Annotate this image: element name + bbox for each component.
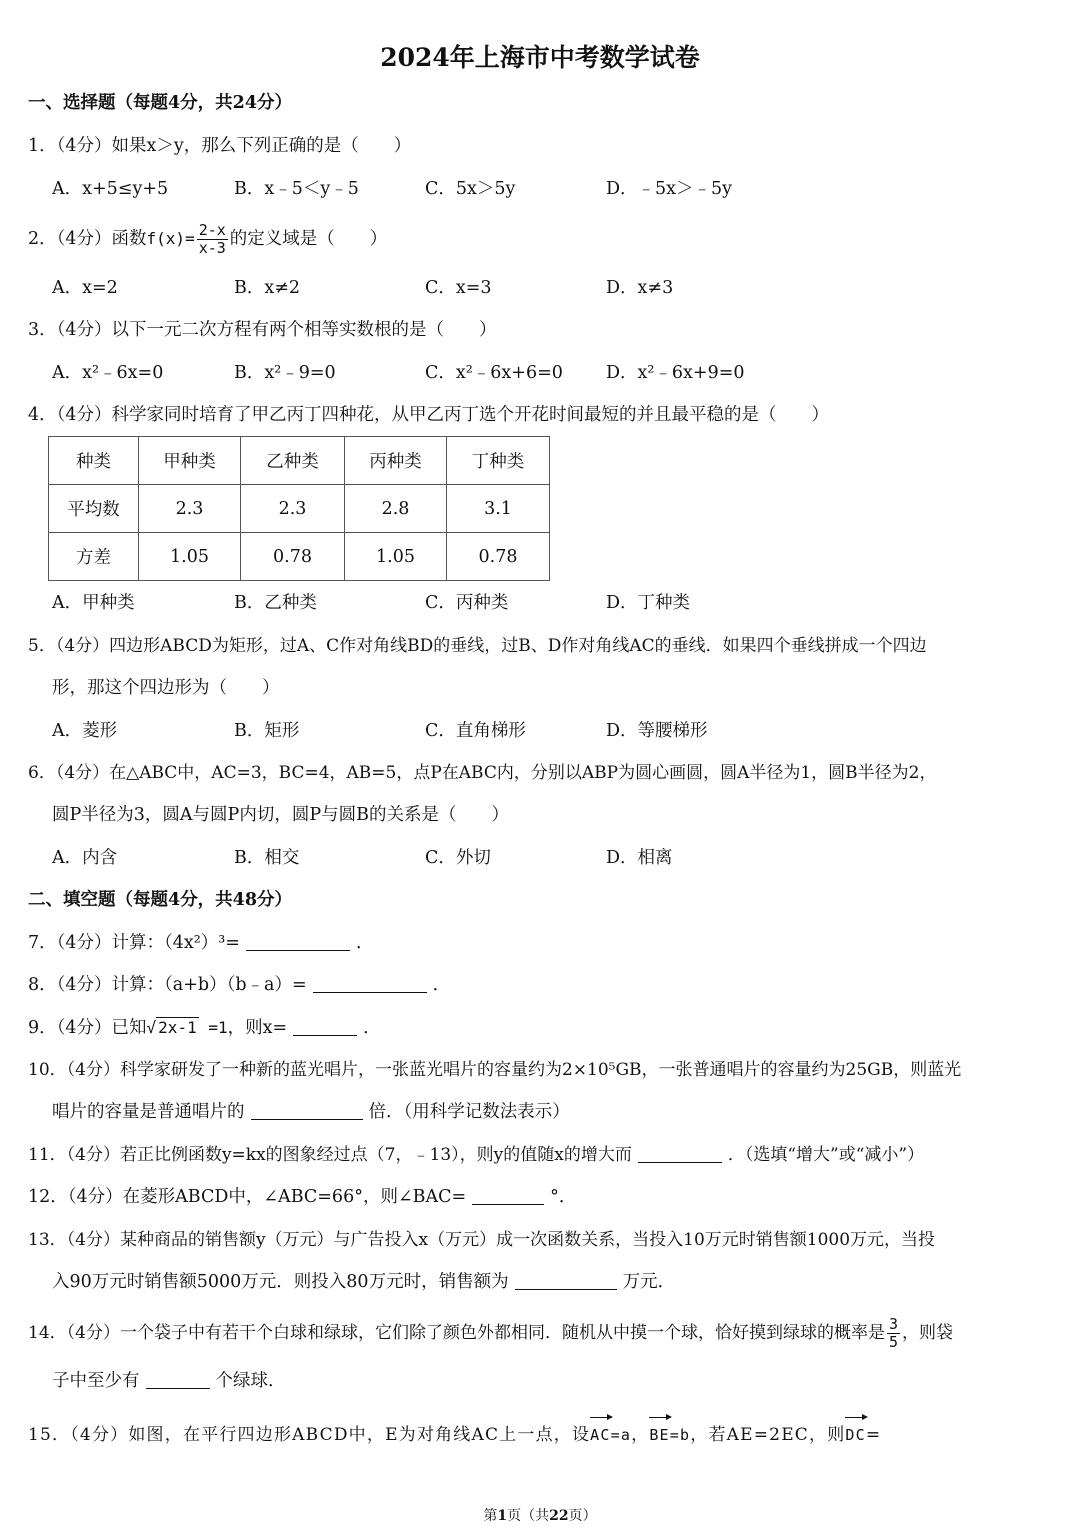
q5-option-c: C．直角梯形 xyxy=(425,721,526,741)
question-10-line-1: 10．（4分）科学家研发了一种新的蓝光唱片，一张蓝光唱片的容量约为2×10⁵GB，一张普通唱片的容量约为25GB，则蓝光 xyxy=(28,1060,962,1080)
q13-text: 入90万元时销售额5000万元．则投入80万元时，销售额为 xyxy=(52,1272,509,1292)
table-cell: 3.1 xyxy=(447,485,550,533)
q9-equals-one: =1 xyxy=(198,1018,228,1037)
q14-end: 个绿球． xyxy=(215,1371,286,1391)
q12-end: °． xyxy=(550,1187,577,1207)
q10-answer-blank[interactable] xyxy=(251,1101,363,1120)
table-cell: 0.78 xyxy=(447,533,550,581)
q2-option-c: C．x=3 xyxy=(425,278,492,298)
table-cell: 0.78 xyxy=(241,533,345,581)
vector-arrow-icon xyxy=(845,1417,865,1424)
q2-fraction-denominator: x-3 xyxy=(198,239,226,257)
table-row xyxy=(49,533,550,581)
q14-text: 14．（4分）一个袋子中有若干个白球和绿球，它们除了颜色外都相同．随机从中摸一个球，恰好摸到绿球的概率是 xyxy=(28,1323,885,1343)
table-header-cell: 甲种类 xyxy=(139,437,241,485)
q13-end: 万元． xyxy=(622,1272,676,1292)
vector-arrow-icon xyxy=(649,1417,669,1424)
q9-end: ． xyxy=(363,1018,381,1038)
table-header-cell: 种类 xyxy=(49,437,139,485)
q7-end: ． xyxy=(355,933,374,953)
q11-answer-blank[interactable] xyxy=(638,1144,722,1163)
q3-option-b: B．x²﹣9=0 xyxy=(234,363,336,383)
section-heading-choice: 一、选择题（每题4分，共24分） xyxy=(28,93,293,113)
q2-option-d: D．x≠3 xyxy=(606,278,674,298)
question-4-stem: 4．（4分）科学家同时培育了甲乙丙丁四种花，从甲乙丙丁选个开花时间最短的并且最平稳的是（ ） xyxy=(28,405,830,425)
q10-end: 倍．（用科学记数法表示） xyxy=(368,1102,570,1122)
table-cell: 方差 xyxy=(49,533,139,581)
table-header-cell: 丙种类 xyxy=(345,437,447,485)
question-15 xyxy=(28,1417,881,1447)
table-row xyxy=(49,485,550,533)
q14-probability-fraction xyxy=(887,1316,900,1351)
q4-option-a: A．甲种类 xyxy=(52,593,135,613)
q2-function-name: f(x)= xyxy=(146,229,195,248)
q11-text: 11．（4分）若正比例函数y=kx的图象经过点（7，﹣13），则y的值随x的增大而 xyxy=(28,1145,632,1165)
table-cell: 2.3 xyxy=(241,485,345,533)
question-7 xyxy=(28,931,373,955)
section-heading-fill: 二、填空题（每题4分，共48分） xyxy=(28,890,293,910)
q14-answer-blank[interactable] xyxy=(146,1370,210,1389)
q12-answer-blank[interactable] xyxy=(472,1186,544,1205)
q14-fraction-numerator: 3 xyxy=(888,1315,898,1333)
q5-option-a: A．菱形 xyxy=(52,721,118,741)
footer-total-pages: 22 xyxy=(549,1508,569,1524)
question-3-stem: 3．（4分）以下一元二次方程有两个相等实数根的是（ ） xyxy=(28,320,497,340)
q5-option-d: D．等腰梯形 xyxy=(606,721,708,741)
q8-text: 8．（4分）计算：（a+b）（b﹣a）= xyxy=(28,975,307,995)
q1-option-c: C．5x＞5y xyxy=(425,179,516,199)
q9-answer-blank[interactable] xyxy=(293,1017,357,1036)
question-14-line-1 xyxy=(28,1316,953,1351)
q15-end: = xyxy=(865,1425,882,1445)
vector-be-value: =b xyxy=(669,1426,691,1444)
question-5-line-1: 5．（4分）四边形ABCD为矩形，过A、C作对角线BD的垂线，过B、D作对角线AC的垂线．如果四个垂线拼成一个四边 xyxy=(28,636,927,656)
q9-square-root: √ 2x-1 =1 xyxy=(146,1018,228,1037)
q12-text: 12．（4分）在菱形ABCD中，∠ABC=66°，则∠BAC= xyxy=(28,1187,467,1207)
q2-option-a: A．x=2 xyxy=(52,278,118,298)
footer-page-number: 1 xyxy=(497,1508,508,1524)
q14-line1-end: ，则袋 xyxy=(901,1323,953,1343)
q7-text: 7．（4分）计算：（4x²）³= xyxy=(28,933,240,953)
table-cell: 1.05 xyxy=(345,533,447,581)
q5-option-b: B．矩形 xyxy=(234,721,300,741)
vector-arrow-icon xyxy=(590,1417,610,1424)
q14-fraction-denominator: 5 xyxy=(888,1333,898,1351)
q2-fraction xyxy=(197,222,228,257)
vector-be xyxy=(649,1417,669,1447)
table-header-cell: 丁种类 xyxy=(447,437,550,485)
vector-ac-label: AC xyxy=(590,1426,611,1444)
question-10-line-2 xyxy=(52,1100,570,1124)
question-6-line-1: 6．（4分）在△ABC中，AC=3，BC=4，AB=5，点P在ABC内，分别以ABP为圆心画圆，圆A半径为1，圆B半径为2， xyxy=(28,763,937,783)
q4-option-c: C．丙种类 xyxy=(425,593,509,613)
q2-suffix: 的定义域是（ ） xyxy=(229,229,388,249)
table-header-cell: 乙种类 xyxy=(241,437,345,485)
table-cell: 2.8 xyxy=(345,485,447,533)
table-cell: 2.3 xyxy=(139,485,241,533)
vector-dc xyxy=(845,1417,865,1447)
q2-prefix: 2．（4分）函数 xyxy=(28,229,147,249)
q6-option-d: D．相离 xyxy=(606,848,673,868)
q15-text-2: ，若AE=2EC，则 xyxy=(690,1425,846,1445)
footer-middle: 页（共 xyxy=(507,1508,550,1524)
vector-ac-value: =a xyxy=(610,1426,632,1444)
q13-answer-blank[interactable] xyxy=(515,1271,617,1290)
q9-radicand: 2x-1 xyxy=(158,1018,197,1037)
q11-end: ．（选填“增大”或“减小”） xyxy=(727,1145,925,1165)
q1-option-b: B．x﹣5＜y﹣5 xyxy=(234,179,359,199)
table-cell: 1.05 xyxy=(139,533,241,581)
q2-fraction-numerator: 2-x xyxy=(198,221,226,239)
q10-text: 唱片的容量是普通唱片的 xyxy=(52,1102,245,1122)
question-9 xyxy=(28,1016,381,1040)
question-6-line-2: 圆P半径为3，圆A与圆P内切，圆P与圆B的关系是（ ） xyxy=(52,805,509,825)
vector-ac xyxy=(590,1417,610,1447)
question-13-line-1: 13．（4分）某种商品的销售额y（万元）与广告投入x（万元）成一次函数关系，当投入10万元时销售额1000万元，当投 xyxy=(28,1230,936,1250)
q3-option-d: D．x²﹣6x+9=0 xyxy=(606,363,745,383)
question-2-stem xyxy=(28,222,387,257)
question-13-line-2 xyxy=(52,1270,675,1294)
page-title: 2024年上海市中考数学试卷 xyxy=(380,43,700,72)
question-11 xyxy=(28,1143,924,1167)
q2-option-b: B．x≠2 xyxy=(234,278,301,298)
q9-middle: ，则x= xyxy=(227,1018,288,1038)
footer-prefix: 第 xyxy=(483,1508,498,1524)
q3-option-c: C．x²﹣6x+6=0 xyxy=(425,363,563,383)
question-5-line-2: 形，那这个四边形为（ ） xyxy=(52,678,280,698)
q1-option-d: D．﹣5x＞﹣5y xyxy=(606,179,733,199)
q6-option-a: A．内含 xyxy=(52,848,118,868)
q6-option-c: C．外切 xyxy=(425,848,491,868)
footer-suffix: 页） xyxy=(568,1508,597,1524)
q3-option-a: A．x²﹣6x=0 xyxy=(52,363,164,383)
q15-text: 15．（4分）如图，在平行四边形ABCD中，E为对角线AC上一点，设 xyxy=(28,1425,591,1445)
page-footer xyxy=(0,1505,1080,1525)
q1-option-a: A．x+5≤y+5 xyxy=(52,179,169,199)
q4-option-d: D．丁种类 xyxy=(606,593,691,613)
q8-end: ． xyxy=(432,975,451,995)
vector-dc-label: DC xyxy=(845,1426,866,1444)
q14-text-2: 子中至少有 xyxy=(52,1371,140,1391)
q9-text: 9．（4分）已知 xyxy=(28,1018,147,1038)
table-cell: 平均数 xyxy=(49,485,139,533)
q6-option-b: B．相交 xyxy=(234,848,300,868)
flower-data-table xyxy=(48,436,550,581)
q7-answer-blank[interactable] xyxy=(246,932,350,951)
q4-option-b: B．乙种类 xyxy=(234,593,317,613)
q15-separator: ， xyxy=(631,1425,650,1445)
table-header-row xyxy=(49,437,550,485)
question-8 xyxy=(28,973,450,997)
question-14-line-2 xyxy=(52,1369,286,1393)
question-12 xyxy=(28,1185,576,1209)
question-1-stem: 1．（4分）如果x＞y，那么下列正确的是（ ） xyxy=(28,136,412,156)
q8-answer-blank[interactable] xyxy=(313,974,427,993)
vector-be-label: BE xyxy=(649,1426,670,1444)
